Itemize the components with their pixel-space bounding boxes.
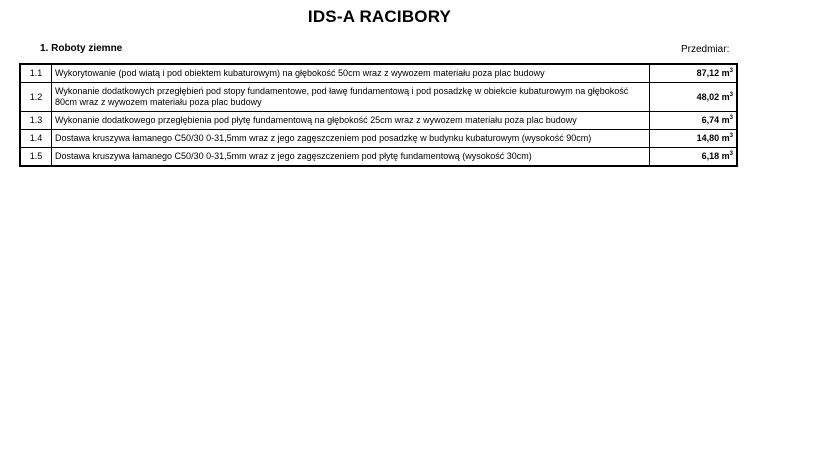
unit: $m^3$ bbox=[721, 133, 733, 143]
item-quantity: 48,02 bbox=[696, 91, 720, 102]
item-quantity: 87,12 bbox=[696, 68, 720, 78]
item-description: Dostawa kruszywa łamanego C50/30 0-31,5mm wraz z jego zagęszczeniem pod posadzkę w budynku kubaturowym (wysokość 90cm) bbox=[52, 130, 650, 148]
table-row bbox=[20, 64, 737, 83]
unit: $m^3$ bbox=[721, 115, 733, 125]
items-table bbox=[19, 63, 738, 167]
document-title: IDS-A RACIBORY bbox=[307, 7, 452, 26]
table-row bbox=[20, 130, 737, 148]
item-number: 1.2 bbox=[20, 83, 52, 112]
item-description: Wykorytowanie (pod wiatą i pod obiektem kubaturowym) na głębokość 50cm wraz z wywozem materiału poza plac budowy bbox=[52, 64, 650, 83]
unit: $m^3$ bbox=[721, 151, 733, 161]
item-quantity-cell bbox=[650, 148, 738, 167]
item-number: 1.3 bbox=[20, 112, 52, 130]
item-quantity-cell bbox=[650, 130, 738, 148]
item-description: Wykonanie dodatkowego przegłębienia pod płytę fundamentową na głębokość 25cm wraz z wywozem materiału poza plac budowy bbox=[52, 112, 650, 130]
item-quantity: 14,80 bbox=[696, 133, 720, 143]
table-row bbox=[20, 112, 737, 130]
item-description: Dostawa kruszywa łamanego C50/30 0-31,5mm wraz z jego zagęszczeniem pod płytę fundamentową (wysokość 30cm) bbox=[52, 148, 650, 167]
unit: $m^3$ bbox=[721, 91, 733, 102]
item-number: 1.1 bbox=[20, 64, 52, 83]
item-quantity: 6,18 bbox=[701, 151, 720, 161]
item-quantity-cell bbox=[650, 64, 738, 83]
item-quantity: 6,74 bbox=[701, 115, 720, 125]
item-number: 1.5 bbox=[20, 148, 52, 167]
table-row bbox=[20, 148, 737, 167]
section-title: 1. Roboty ziemne bbox=[40, 43, 123, 54]
item-number: 1.4 bbox=[20, 130, 52, 148]
unit: $m^3$ bbox=[721, 68, 733, 78]
table-row bbox=[20, 83, 737, 112]
item-quantity-cell bbox=[650, 112, 738, 130]
measure-label: Przedmiar: bbox=[681, 44, 730, 55]
item-description: Wykonanie dodatkowych przegłębień pod stopy fundamentowe, pod ławę fundamentową i pod posadzkę w obiekcie kubaturowym na głębokość 80cm wraz z wywozem materiału poza plac budowy bbox=[52, 83, 650, 112]
item-quantity-cell bbox=[650, 83, 738, 112]
